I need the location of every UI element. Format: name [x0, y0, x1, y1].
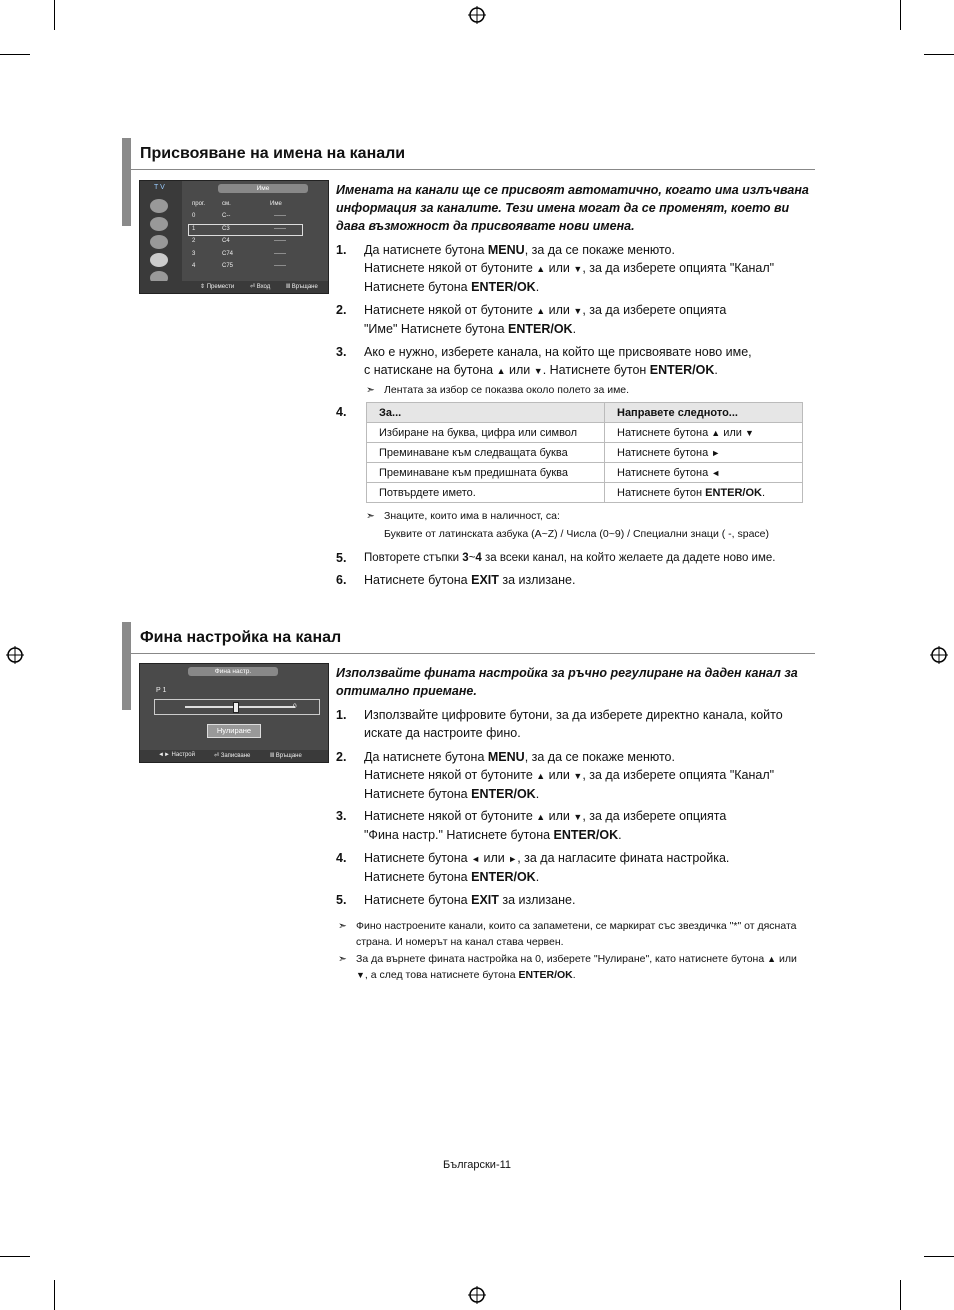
- step-number: 3.: [336, 809, 347, 823]
- channel-label: P 1: [156, 687, 167, 694]
- step-number: 5.: [336, 893, 347, 907]
- step-text: Повторете стъпки 3~4 за всеки канал, на който желаете да дадете ново име.: [364, 552, 776, 564]
- step-number: 6.: [336, 573, 347, 587]
- list-item: ------: [274, 213, 286, 219]
- note-arrow-icon: ➣: [366, 510, 375, 522]
- page-footer: Български-11: [442, 1159, 512, 1171]
- section-title: Присвояване на имена на канали: [140, 145, 406, 162]
- section-rule: [131, 169, 815, 170]
- registration-mark-icon: [6, 646, 24, 664]
- registration-mark-icon: [468, 1286, 486, 1304]
- menu-title: Фина настр.: [188, 667, 278, 676]
- step-number: 4.: [336, 405, 347, 419]
- col-name: Име: [270, 201, 282, 207]
- registration-mark-icon: [930, 646, 948, 664]
- list-item: 4: [192, 263, 196, 269]
- step-number: 1.: [336, 243, 347, 257]
- note-arrow-icon: ➣: [338, 920, 347, 932]
- tv-menu-fine-tune: [139, 663, 329, 763]
- channel-icon: [150, 235, 168, 249]
- col-ch: см.: [222, 201, 231, 207]
- step-number: 2.: [336, 303, 347, 317]
- tv-tab: T V: [154, 184, 165, 191]
- step-text: Ако е нужно, изберете канала, на който ще присвоявате ново име, с натискане на бутона ▲ или ▼. Натиснете бутон ENTER/OK.: [364, 345, 752, 377]
- menu-footer: ⇕ Премести ⏎ Вход Ⅲ Връщане: [140, 281, 328, 293]
- intro-text: Имената на канали ще се присвоят автоматично, когато има излъчвана информация за каналите. Тези имена могат да се променят, което ви дава възможност да присвоявате нови имена.: [336, 183, 809, 233]
- table-row: Преминаване към следващата буква Натиснете бутона ►: [367, 443, 803, 463]
- section-bar: [122, 138, 131, 226]
- list-item: C--: [222, 213, 231, 219]
- list-item: ------: [274, 238, 286, 244]
- operations-table: За... Направете следното... Избиране на буква, цифра или символ Натиснете бутона ▲ или ▼ Преминаване към следващата буква Натиснете бутона ► Преминаване към предишната буква Натиснете бутона ◄ Потвърдете името. Натиснете бутон ENTER/OK.: [366, 402, 803, 503]
- tv-menu-name: [139, 180, 329, 294]
- table-row: Преминаване към предишната буква Натиснете бутона ◄: [367, 463, 803, 483]
- list-item: C4: [222, 238, 230, 244]
- list-item: C3: [222, 225, 230, 232]
- menu-title: Име: [218, 184, 308, 193]
- step-text: Натиснете някой от бутоните ▲ или ▼, за да изберете опцията "Име" Натиснете бутона ENTER/OK.: [364, 303, 727, 336]
- step-text: Натиснете бутона EXIT за излизане.: [364, 893, 576, 907]
- reset-button[interactable]: Нулиране: [207, 724, 261, 738]
- list-item: C75: [222, 263, 234, 269]
- step-text: Натиснете някой от бутоните ▲ или ▼, за да изберете опцията "Фина настр." Натиснете бутона ENTER/OK.: [364, 809, 727, 842]
- step-text: Натиснете бутона EXIT за излизане.: [364, 573, 576, 587]
- step-text: Натиснете бутона ◄ или ►, за да нагласите фината настройка. Натиснете бутона ENTER/OK.: [364, 851, 730, 884]
- section-rule: [131, 653, 815, 654]
- list-item: 3: [192, 250, 196, 257]
- step-text: Да натиснете бутона MENU, за да се покаже менюто. Натиснете някой от бутоните ▲ или ▼, за да изберете опцията "Канал" Натиснете бутона ENTER/OK.: [364, 750, 775, 801]
- table-row: Избиране на буква, цифра или символ Натиснете бутона ▲ или ▼: [367, 423, 803, 443]
- menu-footer: ◄► Настрой ⏎ Записване Ⅲ Връщане: [140, 750, 328, 762]
- list-item: 1: [192, 225, 196, 232]
- col-prog: прог.: [192, 201, 206, 207]
- step-number: 4.: [336, 851, 347, 865]
- section-title: Фина настройка на канал: [140, 629, 342, 646]
- table-row: Потвърдете името. Натиснете бутон ENTER/OK.: [367, 483, 803, 503]
- step-number: 5.: [336, 551, 347, 565]
- sound-icon: [150, 217, 168, 231]
- picture-icon: [150, 199, 168, 213]
- list-item: 2: [192, 238, 196, 244]
- registration-mark-icon: [468, 6, 486, 24]
- slider-value: 0: [293, 703, 297, 710]
- list-item: ------: [274, 225, 286, 232]
- step-number: 2.: [336, 750, 347, 764]
- step-number: 3.: [336, 345, 347, 359]
- setup-icon: [150, 253, 168, 267]
- step-text: Да натиснете бутона MENU, за да се покаже менюто. Натиснете някой от бутоните ▲ или ▼, за да изберете опцията "Канал" Натиснете бутона ENTER/OK.: [364, 243, 775, 294]
- section-bar: [122, 622, 131, 710]
- list-item: C74: [222, 250, 234, 257]
- intro-text: Използвайте фината настройка за ръчно регулиране на даден канал за оптимално приемане.: [336, 666, 798, 698]
- step-number: 1.: [336, 708, 347, 722]
- note-arrow-icon: ➣: [338, 953, 347, 965]
- slider-thumb[interactable]: [233, 702, 239, 713]
- list-item: ------: [274, 250, 286, 257]
- step-text: Използвайте цифровите бутони, за да изберете директно канала, който искате да настроите фино.: [364, 708, 783, 740]
- fine-tune-slider[interactable]: [154, 699, 320, 715]
- list-item: 0: [192, 213, 196, 219]
- menu-sidebar: [140, 181, 182, 293]
- note-arrow-icon: ➣: [366, 384, 375, 396]
- list-item: ------: [274, 263, 286, 269]
